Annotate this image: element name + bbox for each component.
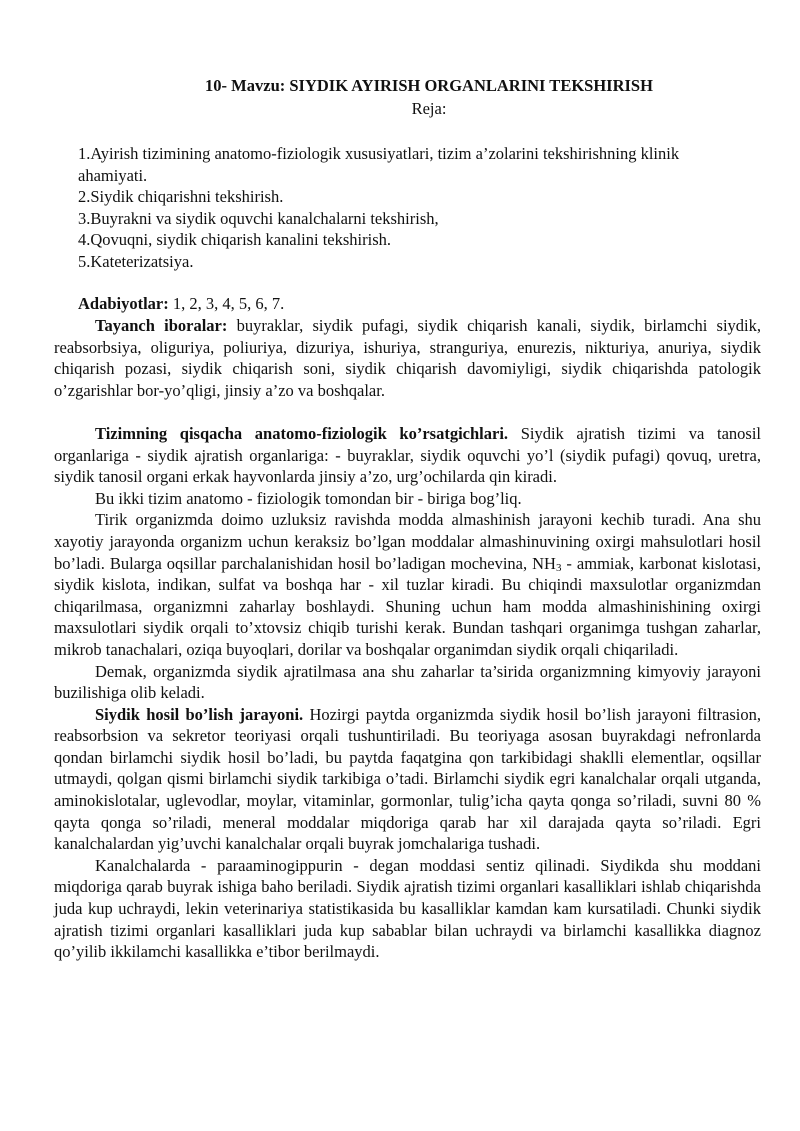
metabolism-text-after: - ammiak, karbonat kislotasi, siydik kislota, indikan, sulfat va boshqa har - xil tuzlar kiradi. Bu chiqindi maxsulotlar organizmdan chiqarilmasa, organizmni zaharlay boshlaydi. Shuning uchun ham modda almashinishining oxirgi maxsulotlari siydik orqali to’xtovsiz chiqib turishi kerak. Bundan tashqari organimga tushgan zaharlar, mikrob tanachalari, oziqa buyoqlari, dorilar va boshqalar organimdan siydik orqali chiqariladi. [54, 553, 762, 659]
metabolism-paragraph [54, 509, 761, 660]
keywords-paragraph [54, 315, 761, 401]
plan-heading: Reja: [411, 99, 447, 118]
body-text [54, 315, 761, 963]
link-paragraph: Bu ikki tizim anatomo - fiziologik tomondan bir - biriga bog’liq. [95, 488, 522, 508]
formation-text: Hozirgi paytda organizmda siydik hosil bo’lish jarayoni filtrasion, reabsorbsion va sekretor teoriyasi orqali tushuntiriladi. Bu teoriyaga asosan buyrakdagi nefronlarda qondan birlamchi siydik hosil bo’ladi, bu paytda faqatgina qon tarkibidagi shaklli elementlar, oqsillar utmaydi, qolgan qismi birlamchi siydik tarkibiga o’tadi. Birlamchi siydik egri kanalchalar orqali utganda, aminokislotalar, uglevodlar, moylar, vitaminlar, gormonlar, tulig’icha qayta qonga so’riladi, suvni 80 % qayta qonga so’riladi, meneral moddalar miqdoriga qarab har xil darajada qayta so’riladi. Egri kanalchalardan yig’uvchi kanalchalar orqali buyrak jomchalariga tushadi. [54, 704, 761, 854]
anatomy-text: Siydik ajratish tizimi va tanosil organlariga - siydik ajratish organlariga: - buyraklar, siydik oquvchi yo’l (siydik pufagi) qovuq, uretra, siydik tanosil organi erkak hayvonlarda jinsiy a’zo, urg’ochilarda qin kiradi. [54, 423, 762, 487]
plan-list [78, 143, 728, 273]
references-line [78, 293, 284, 315]
plan-item: 5.Kateterizatsiya. [78, 251, 194, 271]
paragraph-gap [54, 401, 761, 423]
subscript-3: 3 [555, 561, 562, 574]
references-label: Adabiyotlar: [78, 294, 169, 313]
formation-heading: Siydik hosil bo’lish jarayoni. [95, 704, 304, 724]
document-title: 10- Mavzu: SIYDIK AYIRISH ORGANLARINI TEKSHIRISH [205, 76, 653, 95]
plan-item: 1.Ayirish tizimining anatomo-fiziologik xususiyatlari, tizim a’zolarini tekshirishning klinik ahamiyati. [78, 144, 680, 185]
anatomy-heading: Tizimning qisqacha anatomo-fiziologik ko’rsatgichlari. [95, 423, 509, 443]
plan-item: 3.Buyrakni va siydik oquvchi kanalchalarni tekshirish, [78, 208, 439, 228]
anatomy-paragraph [54, 423, 761, 488]
references-text: 1, 2, 3, 4, 5, 6, 7. [168, 294, 285, 313]
final-paragraph: Kanalchalarda - paraaminogippurin - degan moddasi sentiz qilinadi. Siydikda shu moddani miqdoriga qarab buyrak ishiga baho beriladi. Siydik ajratish tizimi organlari kasalliklari ishlab chiqarishda juda kup uchraydi, lekin veterinariya statistikasida bu kasalliklar kamdan kam kursatiladi. Chunki siydik ajratish tizimi organlari kasalliklari juda kup sabablar bilan uchraydi va birlamchi kasallikka diagnoz qo’yilib ikkilamchi kasallikka e’tibor berilmaydi. [54, 855, 761, 962]
keywords-label: Tayanch iboralar: [95, 316, 228, 335]
plan-item: 4.Qovuqni, siydik chiqarish kanalini tekshirish. [78, 230, 392, 250]
plan-item: 2.Siydik chiqarishni tekshirish. [78, 187, 284, 207]
metabolism-text-before: Tirik organizmda doimo uzluksiz ravishda modda almashinish jarayoni kechib turadi. Ana shu xayotiy jarayonda organizm uchun keraksiz bo’lgan moddalar almashinuvining oxirgi mahsulotlari hosil bo’ladi. Bularga oqsillar parchalanishidan hosil bo’ladigan mochevina, NH [54, 510, 761, 573]
keywords-text: buyraklar, siydik pufagi, siydik chiqarish kanali, siydik, birlamchi siydik, reabsorbsiya, oliguriya, poliuriya, dizuriya, ishuriya, stranguriya, enurezis, nikturiya, anuriya, siydik chiqarish pozasi, siydik chiqarish soni, siydik chiqarish davomiyligi, siydik chiqarishda patologik o’zgarishlar bor-yo’qligi, jinsiy a’zo va boshqalar. [54, 316, 761, 400]
formation-paragraph [54, 704, 761, 855]
conclusion-paragraph: Demak, organizmda siydik ajratilmasa ana shu zaharlar ta’sirida organizmning kimyoviy jarayoni buzilishiga olib keladi. [54, 661, 761, 703]
